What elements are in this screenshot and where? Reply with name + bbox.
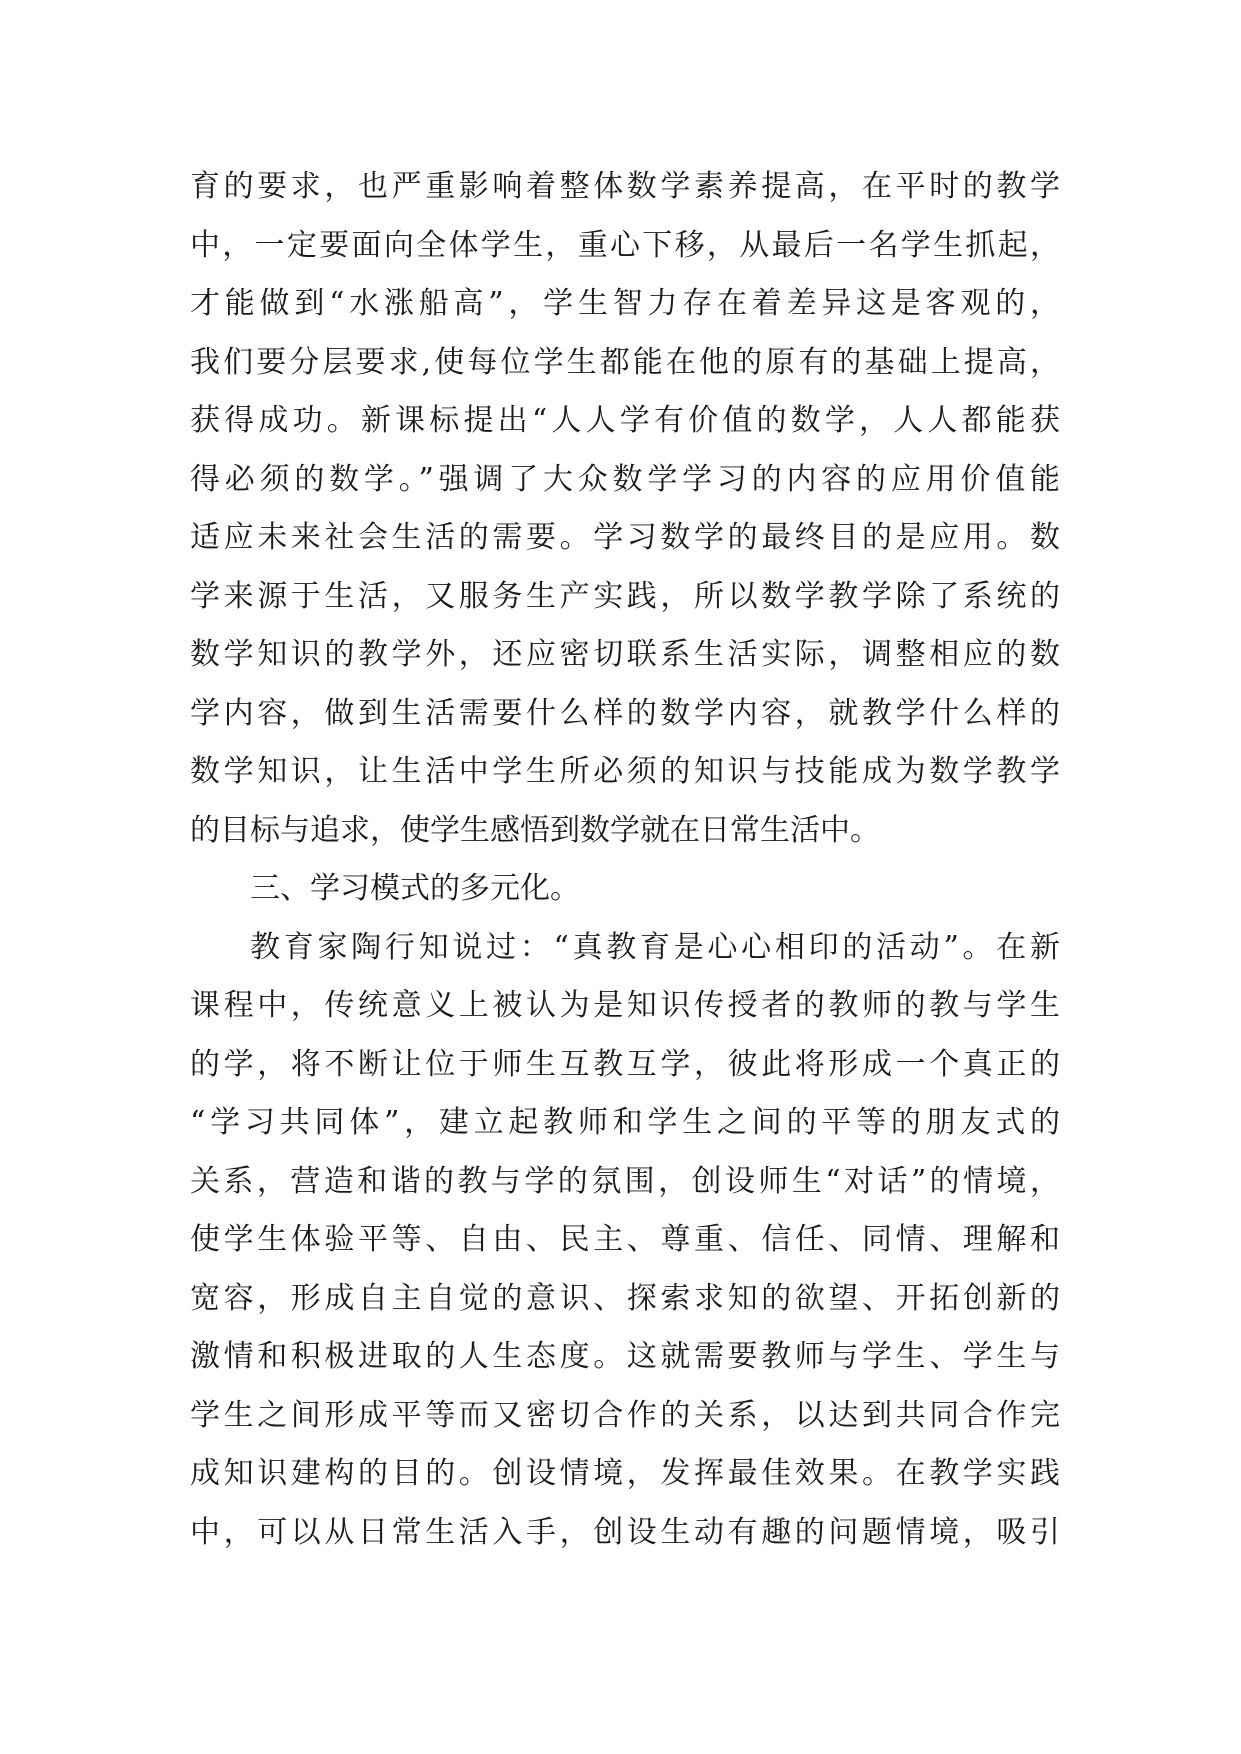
text-line: 学生之间形成平等而又密切合作的关系，以达到共同合作完 xyxy=(190,1397,1060,1433)
text-line: 中，可以从日常生活入手，创设生动有趣的问题情境，吸引 xyxy=(190,1514,1060,1550)
text-line: 学来源于生活，又服务生产实践，所以数学教学除了系统的 xyxy=(190,578,1060,614)
text-line: 成知识建构的目的。创设情境，发挥最佳效果。在教学实践 xyxy=(190,1456,1060,1491)
text-line: 激情和积极进取的人生态度。这就需要教师与学生、学生与 xyxy=(190,1339,1060,1374)
text-line: 获得成功。新课标提出“人人学有价值的数学，人人都能获 xyxy=(190,403,1060,438)
text-line: 育的要求，也严重影响着整体数学素养提高，在平时的教学 xyxy=(190,169,1060,204)
text-line: 数学知识的教学外，还应密切联系生活实际，调整相应的数 xyxy=(190,637,1060,672)
text-line: 课程中，传统意义上被认为是知识传授者的教师的教与学生 xyxy=(190,988,1060,1023)
text-line: 我们要分层要求,使每位学生都能在他的原有的基础上提高， xyxy=(190,344,1060,380)
text-line: 得必须的数学。”强调了大众数学学习的内容的应用价值能 xyxy=(190,461,1060,497)
text-line: 的目标与追求，使学生感悟到数学就在日常生活中。 xyxy=(190,812,880,848)
text-line: “学习共同体”，建立起教师和学生之间的平等的朋友式的 xyxy=(190,1105,1060,1140)
paragraph-first-line: 三、学习模式的多元化。 xyxy=(250,871,580,906)
text-line: 中，一定要面向全体学生，重心下移，从最后一名学生抓起， xyxy=(190,227,1060,263)
text-line: 适应未来社会生活的需要。学习数学的最终目的是应用。数 xyxy=(190,520,1060,555)
text-line: 才能做到“水涨船高”，学生智力存在着差异这是客观的， xyxy=(190,286,1060,321)
text-line: 宽容，形成自主自觉的意识、探索求知的欲望、开拓创新的 xyxy=(190,1280,1060,1316)
text-line: 关系，营造和谐的教与学的氛围，创设师生“对话”的情境， xyxy=(190,1163,1060,1199)
text-line: 数学知识，让生活中学生所必须的知识与技能成为数学教学 xyxy=(190,754,1060,789)
text-line: 学内容，做到生活需要什么样的数学内容，就教学什么样的 xyxy=(190,695,1060,731)
paragraph-first-line: 教育家陶行知说过：“真教育是心心相印的活动”。在新 xyxy=(250,929,1060,965)
text-line: 使学生体验平等、自由、民主、尊重、信任、同情、理解和 xyxy=(190,1222,1060,1257)
text-line: 的学，将不断让位于师生互教互学，彼此将形成一个真正的 xyxy=(190,1046,1060,1082)
body-text xyxy=(190,158,1060,1562)
